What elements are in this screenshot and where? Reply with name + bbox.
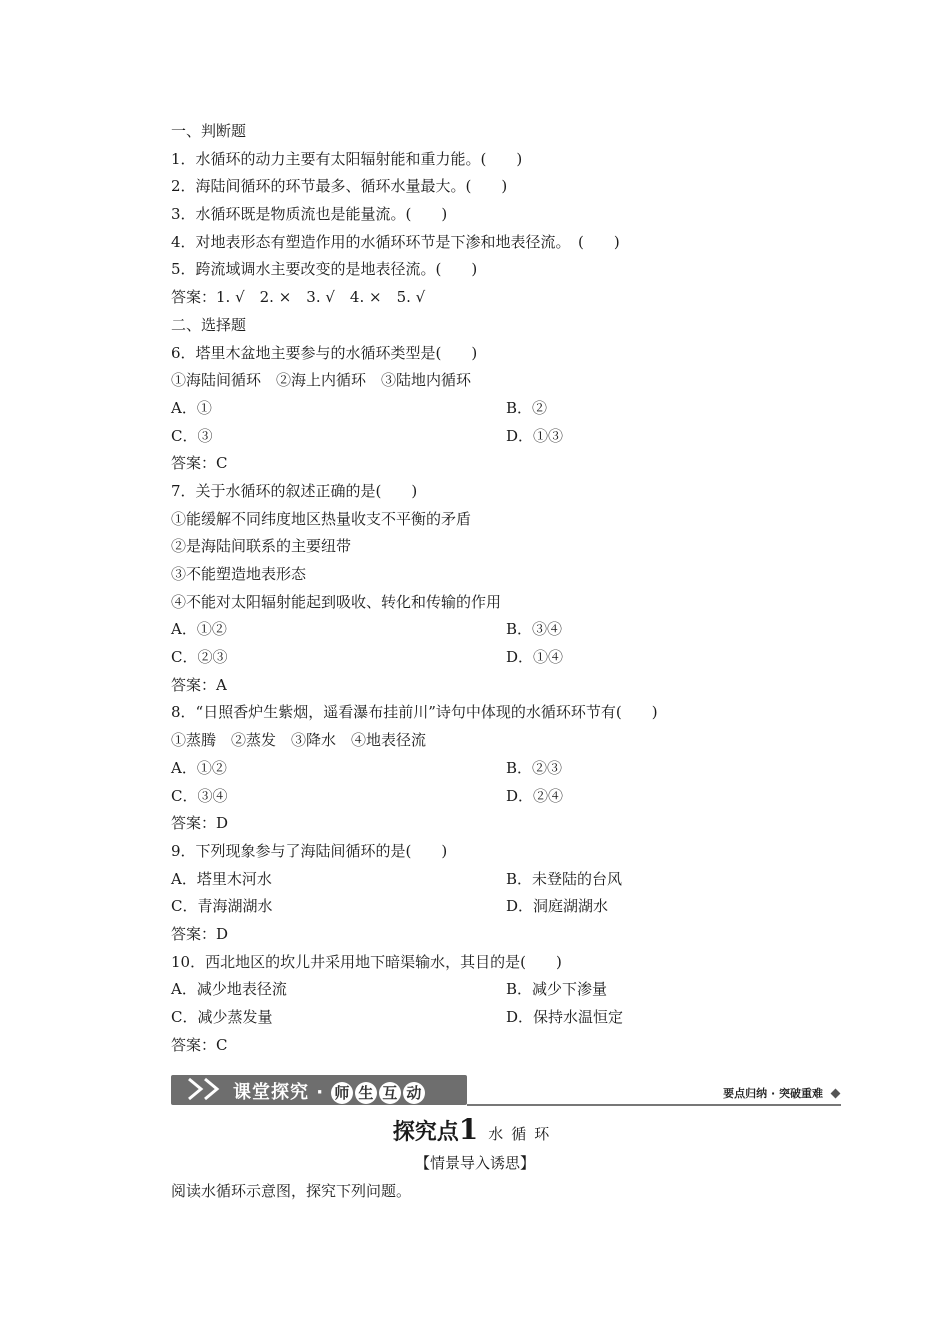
option-row: [171, 783, 841, 811]
option-row: [171, 976, 841, 1004]
option-a: A．①: [171, 398, 212, 417]
option-c: C．③: [171, 426, 213, 445]
option-a: A．①②: [171, 758, 227, 777]
question-answer: 答案：C: [171, 1035, 228, 1054]
option-c: C．青海湖湖水: [171, 897, 273, 916]
option-b: B．③④: [506, 620, 563, 639]
question-answer: 答案：D: [171, 924, 229, 943]
option-row: [171, 423, 841, 451]
section-heading-judgment: 一、判断题: [171, 122, 247, 140]
banner-right-text: 要点归纳 · 突破重难: [723, 1087, 823, 1100]
question-stem: 10．西北地区的坎儿井采用地下暗渠输水，其目的是( ): [171, 952, 562, 971]
option-row: [171, 866, 841, 894]
option-c: C．减少蒸发量: [171, 1008, 273, 1026]
diamond-icon: [831, 1089, 841, 1099]
banner-title-prefix: 课堂探究 ·: [233, 1082, 325, 1103]
option-b: B．②: [506, 398, 548, 417]
option-d: D．洞庭湖湖水: [506, 897, 609, 916]
point-topic: 水循环: [488, 1125, 558, 1143]
banner-circle-char: 生: [355, 1082, 377, 1104]
question-stem: 8．“日照香炉生紫烟，遥看瀑布挂前川”诗句中体现的水循环环节有( ): [171, 703, 658, 722]
option-row: [171, 644, 841, 672]
option-b: B．减少下渗量: [506, 980, 608, 999]
question-answer: 答案：A: [171, 675, 227, 694]
question-statement: ④不能对太阳辐射能起到吸收、转化和传输的作用: [171, 592, 502, 611]
chevron-right-icon: [201, 1077, 223, 1101]
banner-circle-char: 师: [331, 1082, 353, 1104]
point-label: 探究点: [392, 1120, 459, 1145]
question-stem: 6．塔里木盆地主要参与的水循环类型是( ): [171, 343, 478, 362]
judgment-item: 2．海陆间循环的环节最多、循环水量最大。( ): [171, 177, 508, 196]
point-number: 1: [458, 1113, 479, 1146]
intro-text: 阅读水循环示意图，探究下列问题。: [171, 1182, 412, 1200]
option-a: A．减少地表径流: [171, 980, 287, 999]
option-a: A．①②: [171, 620, 227, 639]
question-statement: ①海陆间循环 ②海上内循环 ③陆地内循环: [171, 371, 472, 390]
option-d: D．②④: [506, 786, 564, 805]
judgment-item: 4．对地表形态有塑造作用的水循环环节是下渗和地表径流。 ( ): [171, 232, 620, 251]
option-row: [171, 755, 841, 783]
question-answer: 答案：C: [171, 454, 228, 473]
section-heading-choice: 二、选择题: [171, 315, 247, 334]
banner-circle-char: 互: [379, 1082, 401, 1104]
option-row: [171, 395, 841, 423]
judgment-answer: 答案：1. √ 2. × 3. √ 4. × 5. √: [171, 288, 426, 307]
exercise-content: [171, 118, 841, 1059]
question-statement: ①蒸腾 ②蒸发 ③降水 ④地表径流: [171, 731, 427, 750]
banner-circle-char: 动: [403, 1082, 425, 1104]
question-stem: 7．关于水循环的叙述正确的是( ): [171, 481, 418, 500]
option-b: B．未登陆的台风: [506, 869, 623, 888]
option-c: C．②③: [171, 648, 228, 667]
scenario-heading: 【情景导入诱思】: [414, 1154, 535, 1172]
banner-rule: [467, 1104, 841, 1106]
judgment-item: 1．水循环的动力主要有太阳辐射能和重力能。( ): [171, 149, 523, 168]
question-statement: ①能缓解不同纬度地区热量收支不平衡的矛盾: [171, 509, 472, 528]
option-row: [171, 1004, 841, 1032]
option-d: D．①③: [506, 426, 564, 445]
option-d: D．保持水温恒定: [506, 1008, 624, 1026]
question-stem: 9．下列现象参与了海陆间循环的是( ): [171, 841, 448, 860]
judgment-item: 3．水循环既是物质流也是能量流。( ): [171, 205, 448, 224]
option-row: [171, 893, 841, 921]
question-answer: 答案：D: [171, 814, 229, 833]
banner-title: [233, 1078, 427, 1104]
question-statement: ②是海陆间联系的主要纽带: [171, 537, 352, 556]
inquiry-point-title: [0, 1113, 950, 1146]
option-row: [171, 616, 841, 644]
section-banner: [171, 1073, 841, 1107]
option-d: D．①④: [506, 648, 564, 667]
option-a: A．塔里木河水: [171, 869, 272, 888]
option-c: C．③④: [171, 786, 228, 805]
judgment-item: 5．跨流域调水主要改变的是地表径流。( ): [171, 260, 478, 279]
question-statement: ③不能塑造地表形态: [171, 565, 307, 583]
option-b: B．②③: [506, 758, 563, 777]
